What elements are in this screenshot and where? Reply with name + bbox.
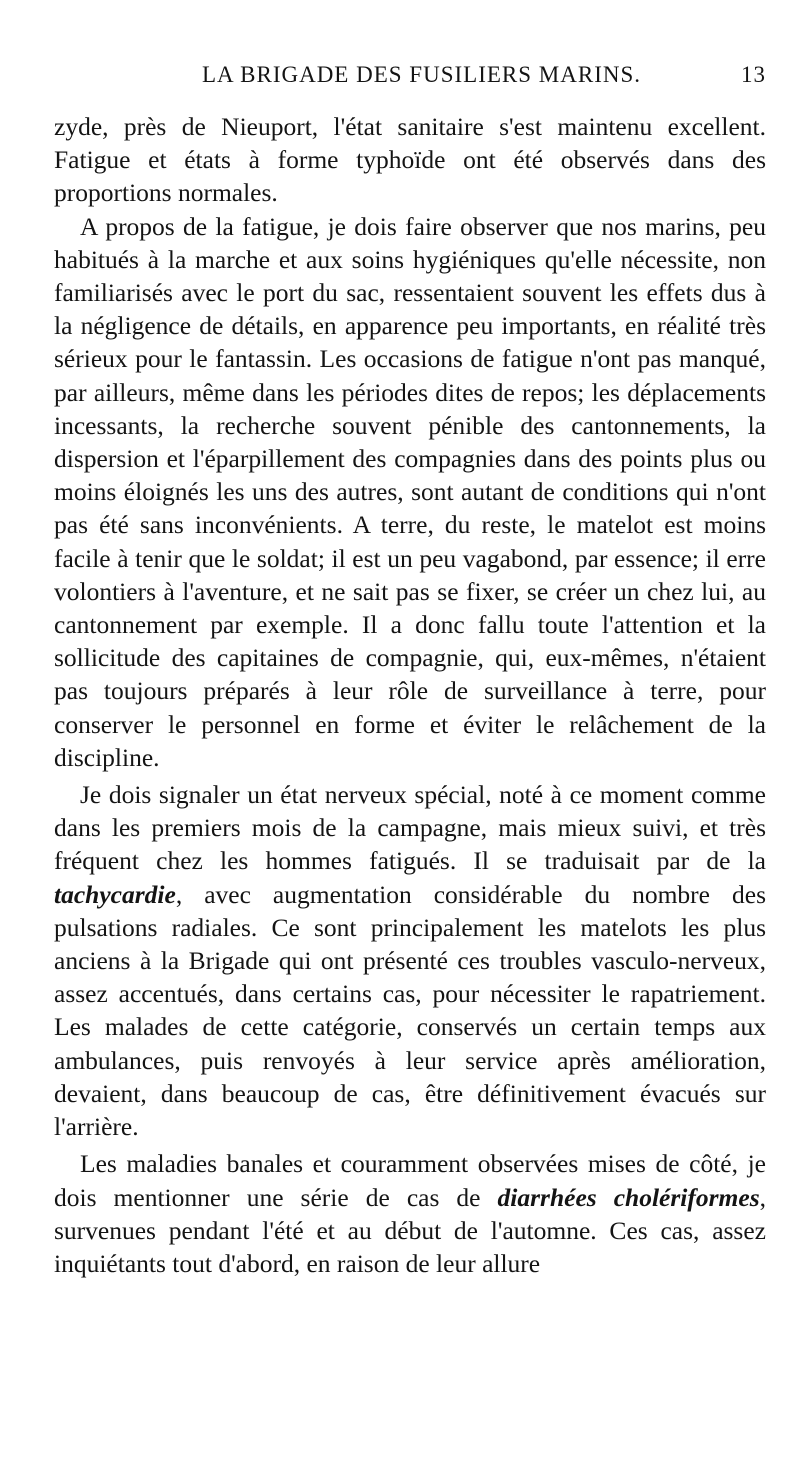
paragraph (54, 210, 766, 774)
running-title: LA BRIGADE DES FUSILIERS MARINS. (202, 62, 642, 87)
text-run: Les maladies banales et couramment observées mises de côté, je dois mentionner une série de cas de (54, 1149, 766, 1212)
italic-term: diarrhées cholériformes (497, 1182, 760, 1212)
text-run: zyde, près de Nieuport, l'état sanitaire s'est maintenu excellent. Fatigue et états à forme typhoïde ont été observés dans des proportions normales. (54, 112, 766, 208)
paragraph (54, 110, 766, 210)
italic-term: tachycardie (54, 879, 176, 909)
text-run: Je dois signaler un état nerveux spécial, noté à ce moment comme dans les premiers mois de la campagne, mais mieux suivi, et très fréquent chez les hommes fatigués. Il se traduisait par de la (54, 780, 766, 876)
paragraph (54, 1147, 766, 1280)
body-text (54, 110, 766, 1280)
text-run: A propos de la fatigue, je dois faire observer que nos marins, peu habitués à la marche et aux soins hygiéniques qu'elle nécessite, non familiarisés avec le port du sac, ressentaient souvent les effets dus à la négligence de détails, en apparence peu importants, en réalité très sérieux pour le fantassin. Les occasions de fatigue n'ont pas manqué, par ailleurs, même dans les périodes dites de repos; les déplacements incessants, la recherche souvent pénible des cantonnements, la dispersion et l'éparpillement des compagnies dans des points plus ou moins éloignés les uns des autres, sont autant de conditions qui n'ont pas été sans inconvénients. A terre, du reste, le matelot est moins facile à tenir que le soldat; il est un peu vagabond, par essence; il erre volontiers à l'aventure, et ne sait pas se fixer, se créer un chez lui, au cantonnement par exemple. Il a donc fallu toute l'attention et la sollicitude des capitaines de compagnie, qui, eux-mêmes, n'étaient pas toujours préparés à leur rôle de surveillance à terre, pour conserver le personnel en forme et éviter le relâchement de la discipline. (54, 211, 766, 772)
running-header (54, 62, 766, 96)
page-number: 13 (741, 62, 766, 87)
paragraph (54, 778, 766, 1143)
text-run: , avec augmentation considérable du nombre des pulsations radiales. Ce sont principalement les matelots les plus anciens à la Brigade qui ont présenté ces troubles vasculo-nerveux, assez accentués, dans certains cas, pour nécessiter le rapatriement. Les malades de cette catégorie, conservés un certain temps aux ambulances, puis renvoyés à leur service après amélioration, devaient, dans beaucoup de cas, être définitivement évacués sur l'arrière. (54, 879, 766, 1142)
text-run: , survenues pendant l'été et au début de l'automne. Ces cas, assez inquiétants tout d'abord, en raison de leur allure (54, 1182, 766, 1278)
